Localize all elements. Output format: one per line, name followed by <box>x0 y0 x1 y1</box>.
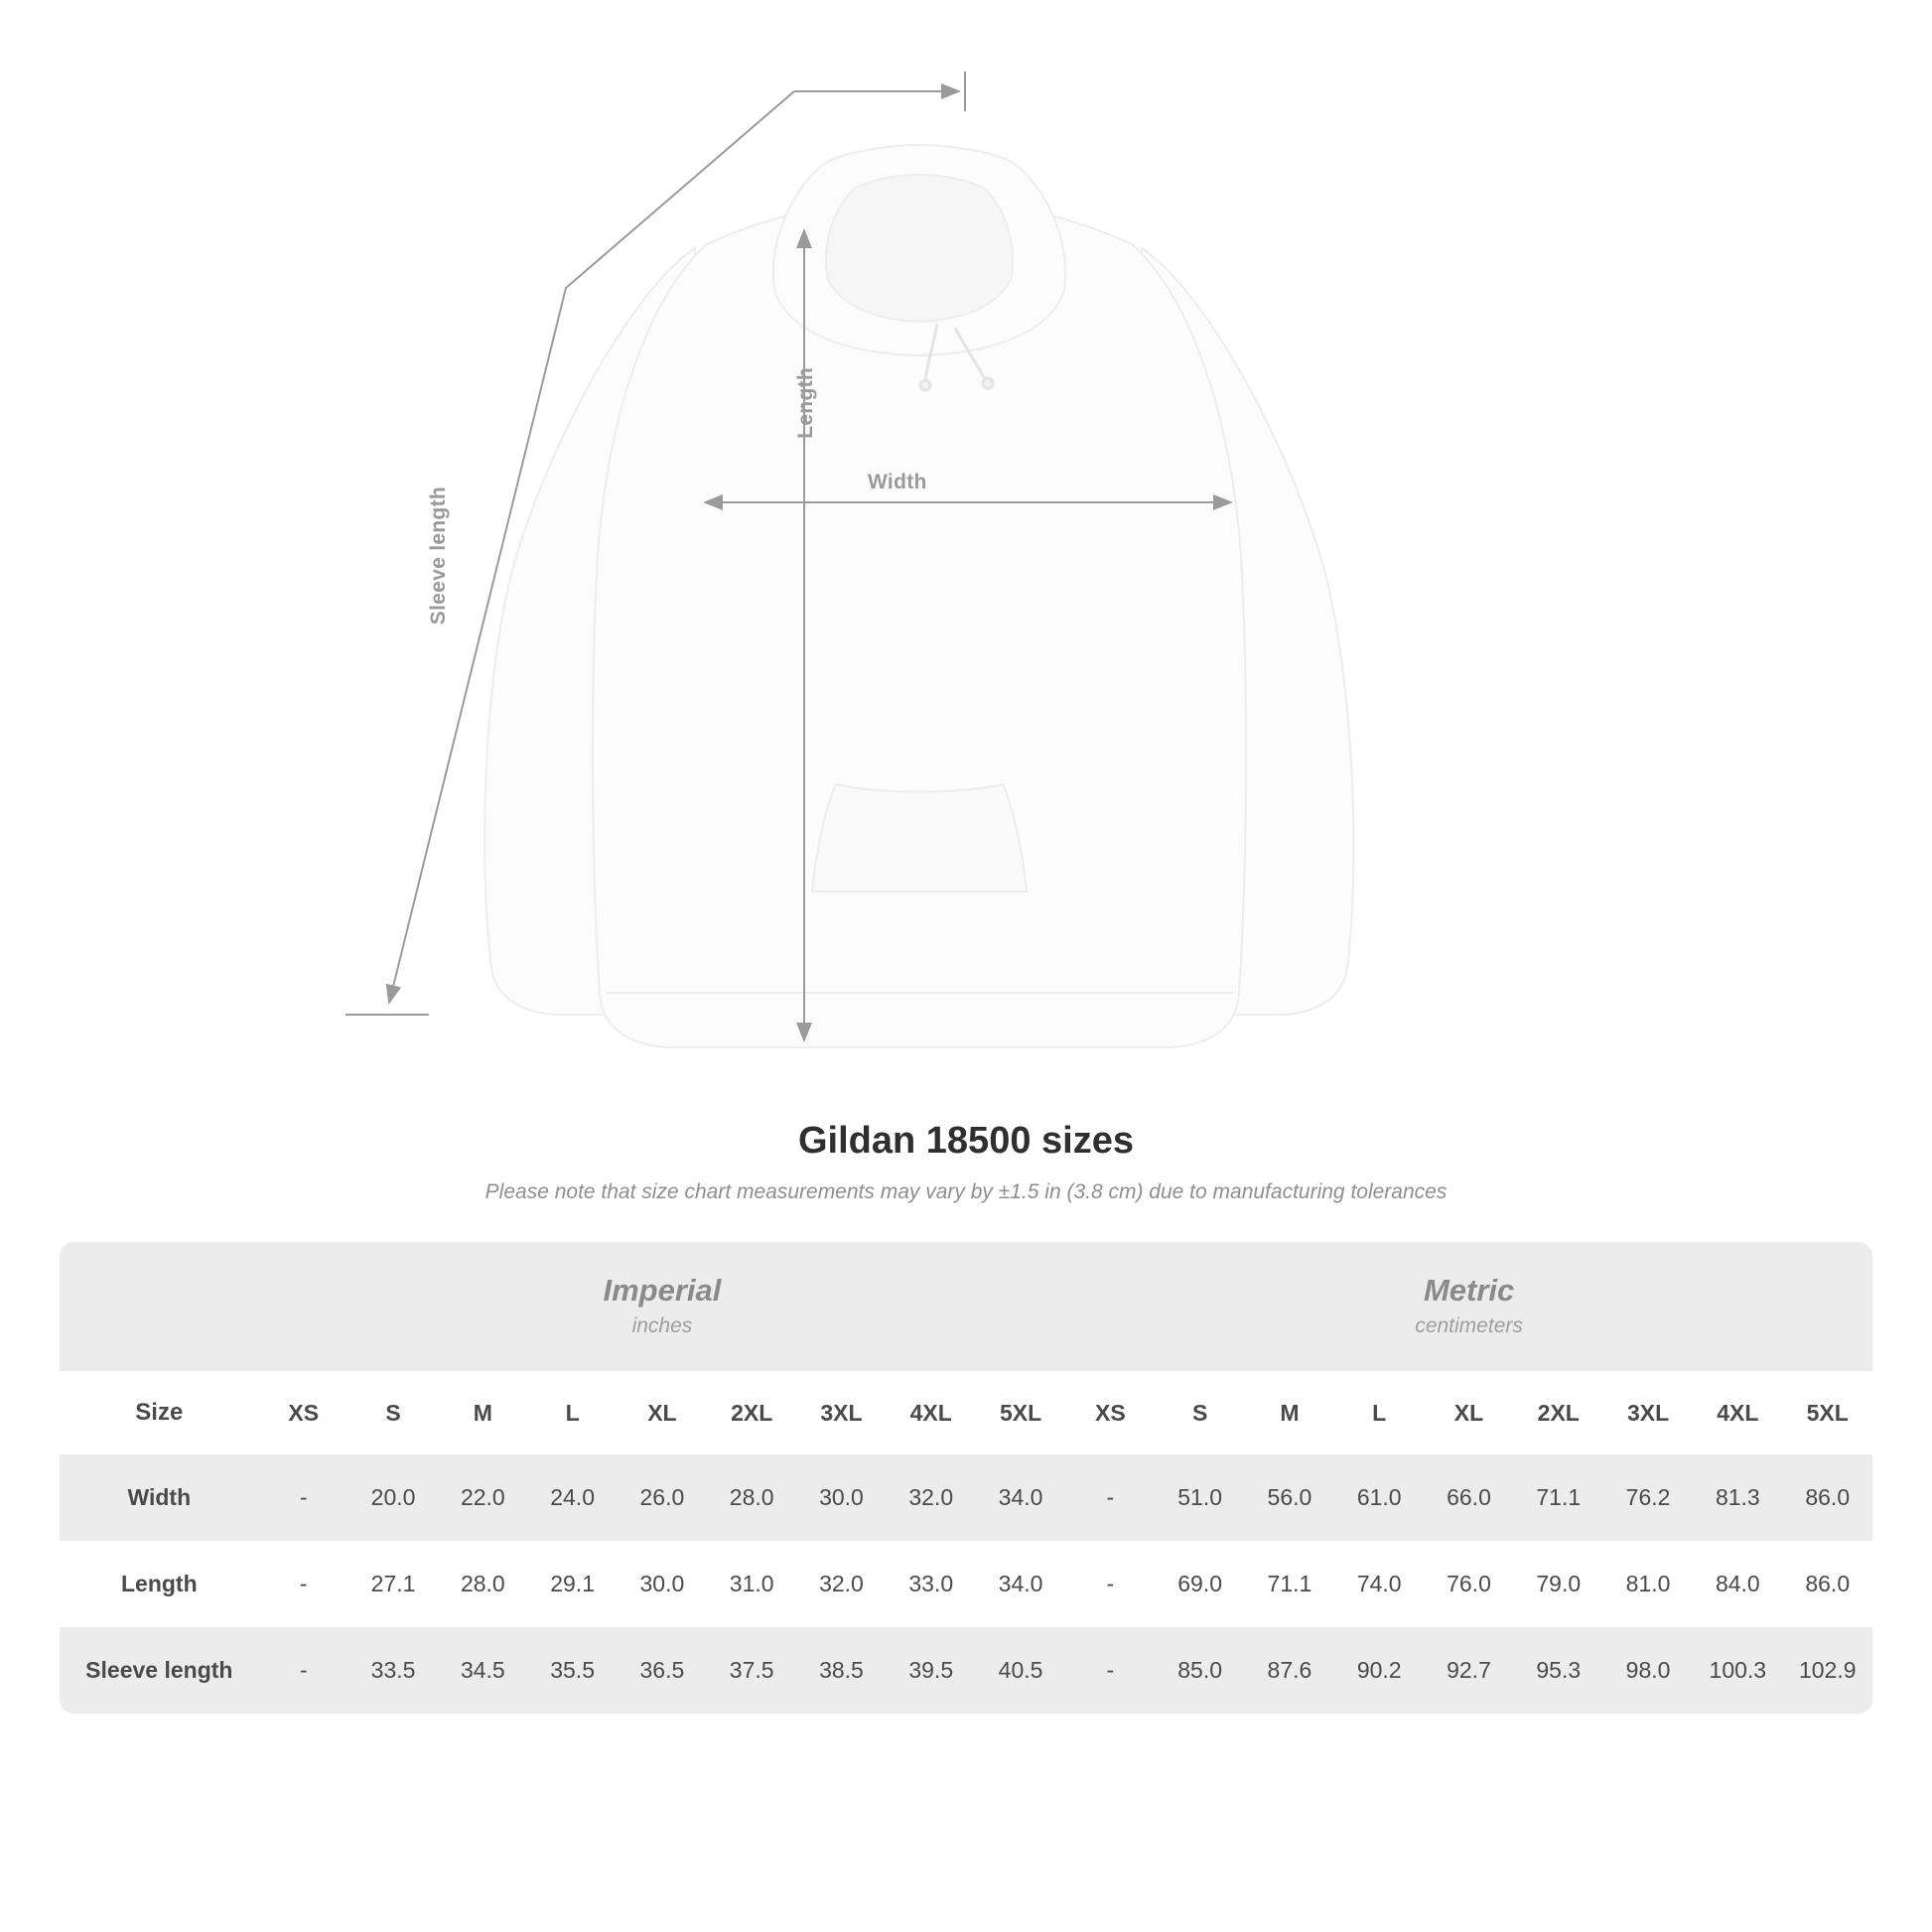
size-col-imperial-s: S <box>348 1371 438 1454</box>
units-empty-cell <box>60 1242 259 1371</box>
cell-width-imperial-2xl: 28.0 <box>707 1454 796 1541</box>
cell-length-imperial-3xl: 32.0 <box>796 1541 886 1627</box>
cell-sleeve-metric-2xl: 95.3 <box>1514 1627 1603 1714</box>
size-col-imperial-l: L <box>527 1371 617 1454</box>
cell-sleeve-imperial-5xl: 40.5 <box>976 1627 1065 1714</box>
size-col-metric-m: M <box>1245 1371 1334 1454</box>
cell-length-metric-4xl: 84.0 <box>1693 1541 1782 1627</box>
cell-length-metric-xl: 76.0 <box>1424 1541 1513 1627</box>
cell-length-metric-5xl: 86.0 <box>1782 1541 1872 1627</box>
cell-sleeve-metric-l: 90.2 <box>1334 1627 1424 1714</box>
cell-sleeve-metric-xs: - <box>1065 1627 1155 1714</box>
cell-sleeve-imperial-3xl: 38.5 <box>796 1627 886 1714</box>
cell-length-metric-3xl: 81.0 <box>1603 1541 1693 1627</box>
table-row <box>60 1541 1872 1627</box>
cell-width-imperial-l: 24.0 <box>527 1454 617 1541</box>
cell-length-metric-2xl: 79.0 <box>1514 1541 1603 1627</box>
cell-width-imperial-m: 22.0 <box>438 1454 527 1541</box>
title-block <box>0 1120 1932 1204</box>
cell-sleeve-metric-5xl: 102.9 <box>1782 1627 1872 1714</box>
cell-sleeve-metric-xl: 92.7 <box>1424 1627 1513 1714</box>
cell-sleeve-metric-m: 87.6 <box>1245 1627 1334 1714</box>
cell-sleeve-imperial-m: 34.5 <box>438 1627 527 1714</box>
cell-width-imperial-xs: - <box>259 1454 348 1541</box>
cell-width-metric-2xl: 71.1 <box>1514 1454 1603 1541</box>
size-col-metric-xl: XL <box>1424 1371 1513 1454</box>
cell-width-imperial-xl: 26.0 <box>618 1454 707 1541</box>
cell-length-metric-s: 69.0 <box>1156 1541 1245 1627</box>
cell-sleeve-metric-3xl: 98.0 <box>1603 1627 1693 1714</box>
units-header-row <box>60 1242 1872 1371</box>
cell-length-metric-xs: - <box>1065 1541 1155 1627</box>
cell-length-imperial-m: 28.0 <box>438 1541 527 1627</box>
size-col-imperial-4xl: 4XL <box>887 1371 976 1454</box>
imperial-unit-sub: inches <box>631 1313 693 1337</box>
size-col-metric-5xl: 5XL <box>1782 1371 1872 1454</box>
metric-unit-sub: centimeters <box>1415 1313 1523 1337</box>
cell-sleeve-imperial-xs: - <box>259 1627 348 1714</box>
cell-sleeve-imperial-2xl: 37.5 <box>707 1627 796 1714</box>
size-row-header: Size <box>60 1371 259 1454</box>
cell-length-imperial-4xl: 33.0 <box>887 1541 976 1627</box>
size-col-imperial-m: M <box>438 1371 527 1454</box>
row-label-width: Width <box>60 1454 259 1541</box>
cell-width-imperial-4xl: 32.0 <box>887 1454 976 1541</box>
cell-width-imperial-3xl: 30.0 <box>796 1454 886 1541</box>
cell-length-imperial-5xl: 34.0 <box>976 1541 1065 1627</box>
row-label-length: Length <box>60 1541 259 1627</box>
cell-sleeve-metric-4xl: 100.3 <box>1693 1627 1782 1714</box>
row-label-sleeve-length: Sleeve length <box>60 1627 259 1714</box>
cell-width-metric-xl: 66.0 <box>1424 1454 1513 1541</box>
cell-length-metric-m: 71.1 <box>1245 1541 1334 1627</box>
cell-sleeve-imperial-4xl: 39.5 <box>887 1627 976 1714</box>
cell-width-metric-4xl: 81.3 <box>1693 1454 1782 1541</box>
size-table <box>60 1242 1872 1714</box>
cell-width-metric-xs: - <box>1065 1454 1155 1541</box>
size-header-row <box>60 1371 1872 1454</box>
cell-width-imperial-s: 20.0 <box>348 1454 438 1541</box>
size-table-container <box>60 1242 1872 1714</box>
cell-length-metric-l: 74.0 <box>1334 1541 1424 1627</box>
size-col-metric-xs: XS <box>1065 1371 1155 1454</box>
size-col-imperial-2xl: 2XL <box>707 1371 796 1454</box>
cell-length-imperial-xs: - <box>259 1541 348 1627</box>
cell-width-metric-m: 56.0 <box>1245 1454 1334 1541</box>
size-col-metric-4xl: 4XL <box>1693 1371 1782 1454</box>
cell-width-metric-5xl: 86.0 <box>1782 1454 1872 1541</box>
cell-sleeve-imperial-xl: 36.5 <box>618 1627 707 1714</box>
cell-length-imperial-s: 27.1 <box>348 1541 438 1627</box>
length-dimension-label: Length <box>794 367 817 439</box>
tolerance-note: Please note that size chart measurements may vary by ±1.5 in (3.8 cm) due to manufacturing tolerances <box>484 1180 1448 1203</box>
cell-width-imperial-5xl: 34.0 <box>976 1454 1065 1541</box>
sleeve-length-dimension-label: Sleeve length <box>427 486 450 625</box>
cell-sleeve-imperial-s: 33.5 <box>348 1627 438 1714</box>
cell-sleeve-imperial-l: 35.5 <box>527 1627 617 1714</box>
size-col-imperial-3xl: 3XL <box>796 1371 886 1454</box>
table-row <box>60 1627 1872 1714</box>
imperial-unit-name: Imperial <box>603 1273 722 1308</box>
size-col-metric-3xl: 3XL <box>1603 1371 1693 1454</box>
cell-width-metric-s: 51.0 <box>1156 1454 1245 1541</box>
imperial-unit-header <box>259 1242 1066 1371</box>
size-col-metric-s: S <box>1156 1371 1245 1454</box>
metric-unit-name: Metric <box>1423 1273 1515 1308</box>
width-dimension-label: Width <box>868 471 927 493</box>
cell-length-imperial-xl: 30.0 <box>618 1541 707 1627</box>
cell-length-imperial-2xl: 31.0 <box>707 1541 796 1627</box>
page-title: Gildan 18500 sizes <box>798 1120 1134 1162</box>
size-col-metric-l: L <box>1334 1371 1424 1454</box>
metric-unit-header <box>1065 1242 1872 1371</box>
size-col-imperial-5xl: 5XL <box>976 1371 1065 1454</box>
cell-width-metric-3xl: 76.2 <box>1603 1454 1693 1541</box>
cell-sleeve-metric-s: 85.0 <box>1156 1627 1245 1714</box>
size-col-metric-2xl: 2XL <box>1514 1371 1603 1454</box>
cell-length-imperial-l: 29.1 <box>527 1541 617 1627</box>
size-col-imperial-xs: XS <box>259 1371 348 1454</box>
size-col-imperial-xl: XL <box>618 1371 707 1454</box>
table-row <box>60 1454 1872 1541</box>
cell-width-metric-l: 61.0 <box>1334 1454 1424 1541</box>
